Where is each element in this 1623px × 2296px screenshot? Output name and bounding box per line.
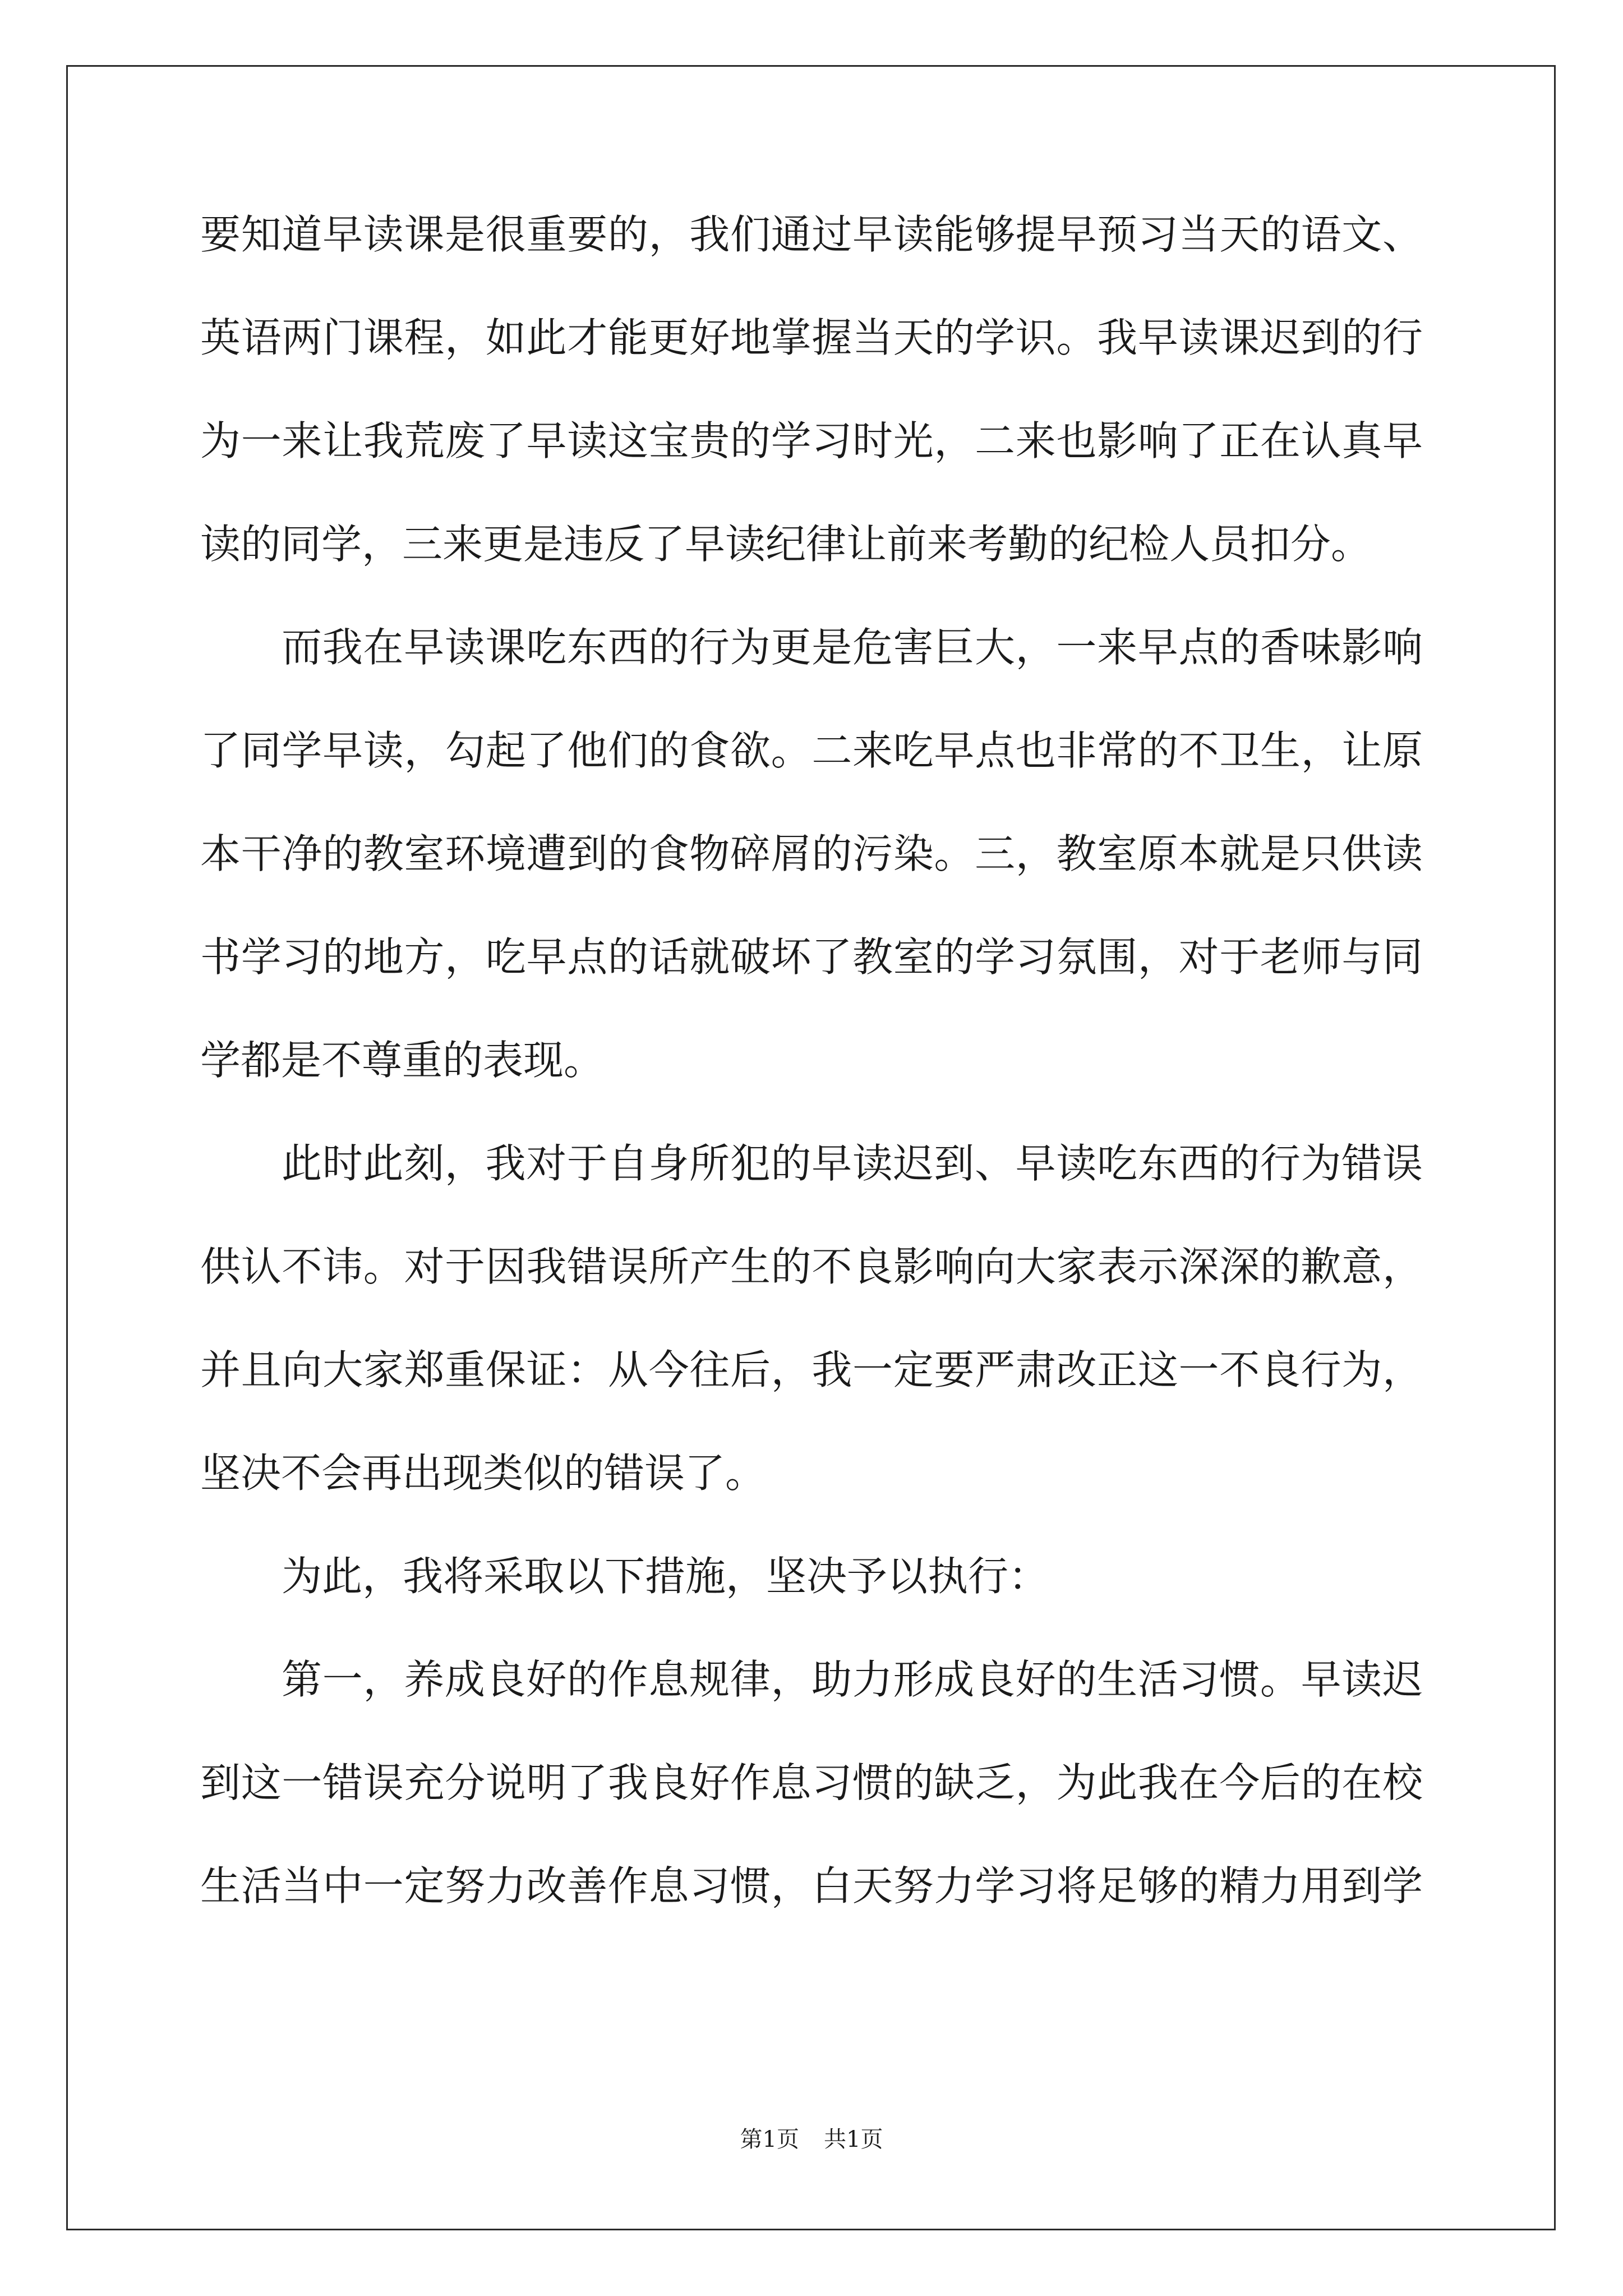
body-line: 书学习的地方，吃早点的话就破坏了教室的学习氛围，对于老师与同 <box>200 933 1423 981</box>
page-number: 第1页 <box>740 2127 799 2152</box>
paragraph-start-line: 而我在早读课吃东西的行为更是危害巨大，一来早点的香味影响 <box>282 624 1423 671</box>
page-footer <box>0 2126 1623 2153</box>
paragraph-start-line: 第一，养成良好的作息规律，助力形成良好的生活习惯。早读迟 <box>282 1656 1423 1703</box>
body-line: 读的同学，三来更是违反了早读纪律让前来考勤的纪检人员扣分。 <box>200 521 1372 568</box>
body-line: 到这一错误充分说明了我良好作息习惯的缺乏，为此我在今后的在校 <box>200 1759 1423 1806</box>
body-line: 生活当中一定努力改善作息习惯，白天努力学习将足够的精力用到学 <box>200 1862 1423 1910</box>
body-line: 坚决不会再出现类似的错误了。 <box>200 1450 766 1497</box>
body-line: 供认不讳。对于因我错误所产生的不良影响向大家表示深深的歉意， <box>200 1243 1423 1290</box>
body-line: 了同学早读，勾起了他们的食欲。二来吃早点也非常的不卫生，让原 <box>200 727 1423 774</box>
body-line: 要知道早读课是很重要的，我们通过早读能够提早预习当天的语文、 <box>200 211 1423 258</box>
body-line: 英语两门课程，如此才能更好地掌握当天的学识。我早读课迟到的行 <box>200 314 1423 361</box>
page-total: 共1页 <box>824 2127 883 2152</box>
paragraph-start-line: 此时此刻，我对于自身所犯的早读迟到、早读吃东西的行为错误 <box>282 1140 1423 1187</box>
body-line: 为一来让我荒废了早读这宝贵的学习时光，二来也影响了正在认真早 <box>200 417 1423 464</box>
body-line: 本干净的教室环境遭到的食物碎屑的污染。三，教室原本就是只供读 <box>200 830 1423 877</box>
body-line: 并且向大家郑重保证：从今往后，我一定要严肃改正这一不良行为， <box>200 1346 1423 1393</box>
paragraph-start-line: 为此，我将采取以下措施，坚决予以执行： <box>282 1553 1049 1600</box>
body-line: 学都是不尊重的表现。 <box>200 1037 605 1084</box>
document-body <box>200 212 1423 1967</box>
